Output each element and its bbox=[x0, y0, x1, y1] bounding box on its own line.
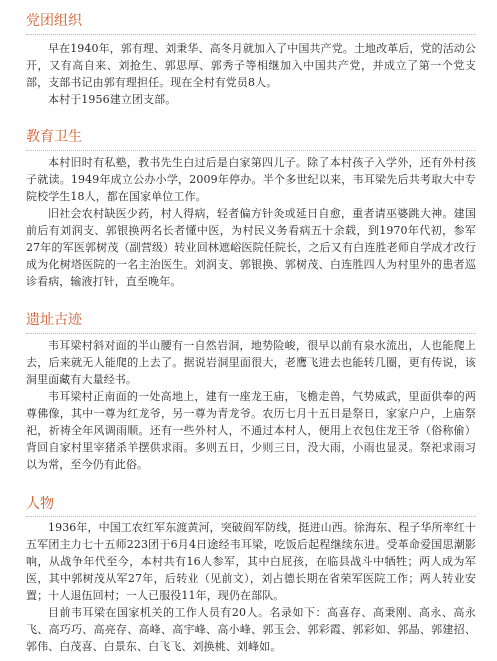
section-divider bbox=[26, 516, 476, 517]
section-divider bbox=[26, 34, 476, 35]
section-title: 党团组织 bbox=[26, 13, 82, 29]
paragraph: 目前韦耳梁在国家机关的工作人员有20人。名录如下：高喜存、高秉刚、高永、高永飞、高巧巧、高亮存、高峰、高宇峰、高小峰、郭玉会、郭彩霞、郭彩如、郭晶、郭建招、郭伟、白茂喜、白景东、白飞飞、刘换桃、刘峰如。 bbox=[26, 606, 476, 653]
section-body bbox=[26, 519, 476, 655]
section-title: 教育卫生 bbox=[26, 129, 82, 145]
section-title: 人物 bbox=[26, 496, 54, 512]
paragraph: 早在1940年，郭有理、刘秉华、高冬月就加入了中国共产党。土地改革后，党的活动公开，又有高自来、刘抢生、郭思厚、郭秀子等相继加入中国共产党，并成立了第一个党支部，支部书记由郭有理担任。现在全村有党员8人。 bbox=[26, 42, 476, 89]
paragraph: 旧社会农村缺医少药，村人得病，轻者偏方针灸或延日自愈，重者请巫婆跳大神。建国前后有刘润支、郭银换两名长者懂中医，为村民义务看病五十余载，到1970年代初，参军27年的军医郭树茂（副营级）转业回林遮峪医院任院长，之后又有白连胜老师自学成才改行成为化树塔医院的一名主治医生。刘润支、郭银换、郭树茂、白连胜四人为村里外的患者巡诊看病，输液打针，直至晚年。 bbox=[26, 207, 476, 288]
paragraph: 1936年，中国工农红军东渡黄河，突破阎军防线，挺进山西。徐海东、程子华所率红十五军团主力七十五师223团于6月4日途经韦耳梁，吃饭后起程继续东进。受革命爱国思潮影响，从战争年代至今，本村共有16人参军，其中白屁孩，在临县战斗中牺牲；两人成为军医，其中郭树茂从军27年，后转业（见前文），刘占德长期在省荣军医院工作；两人转业安置；十人退伍回村；一人已服役11年，现仍在部队。 bbox=[26, 521, 476, 602]
section-divider bbox=[26, 333, 476, 334]
section-title: 遗址古迹 bbox=[26, 312, 82, 328]
section-body bbox=[26, 40, 476, 108]
paragraph: 韦耳梁村正南面的一处高地上，建有一座龙王庙，飞檐走兽，气势威武，里面供奉的两尊佛像，其中一尊为红龙爷，另一尊为青龙爷。农历七月十五日是祭日，家家户户，上庙祭祀，祈祷全年风调雨顺。还有一些外村人，不通过本村人，便用上衣包住龙王爷（俗称偷）背回自家村里宰猪杀羊摆供求雨。多则五日，少则三日，没大雨，小雨也显灵。祭祀求雨习以为常，至今仍有此俗。 bbox=[26, 390, 476, 471]
section-body bbox=[26, 337, 476, 473]
paragraph: 本村旧时有私塾，教书先生白过后是白家第四儿子。除了本村孩子入学外，还有外村孩子就读。1949年成立公办小学，2009年停办。半个多世纪以来，韦耳梁先后共考取大中专院校学生18人，都在国家单位工作。 bbox=[26, 156, 476, 203]
paragraph: 本村于1956建立团支部。 bbox=[48, 93, 177, 106]
paragraph: 韦耳梁村斜对面的半山腰有一自然岩洞，地势险峻，很早以前有泉水流出，人也能爬上去，后来就无人能爬的上去了。据说岩洞里面很大，老鹰飞进去也能转几圈，更有传说，该洞里面藏有大量经书。 bbox=[26, 339, 476, 386]
section-body bbox=[26, 154, 476, 290]
section-divider bbox=[26, 150, 476, 151]
